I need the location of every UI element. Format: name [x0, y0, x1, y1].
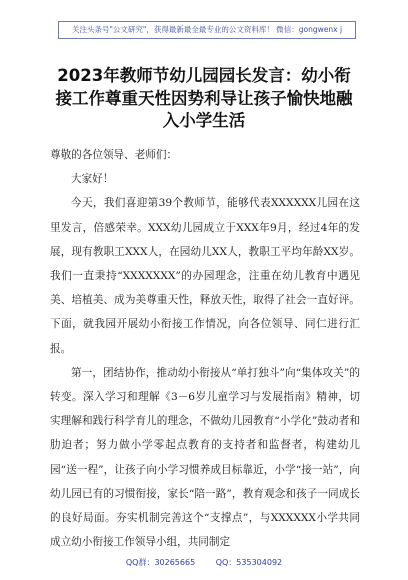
salutation: 尊敬的各位领导、老师们：	[50, 149, 178, 161]
qq-number: QQ：535304092	[215, 558, 283, 567]
document-title	[54, 65, 354, 133]
title-line: 2023年教师节幼儿园园长发言：幼小衔	[57, 66, 351, 85]
greeting: 大家好！	[71, 173, 114, 186]
body-paragraph: 今天，我们喜迎第39个教师节，能够代表XXXXXX儿园在这里发言，倍感荣幸。XXX幼儿园成立于XXX年9月，经过4年的发展，现有教职工XXX人，在园幼儿XX人，教职工平均年龄XX岁。我们一直秉持“XXXXXXX”的办园理念，注重在幼儿教育中遇见美、培植美、成为美尊重天性，释放天性，取得了社会一直好评。下面，就我园开展幼小衔接工作情况，向各位领导、同仁进行汇报。	[50, 197, 360, 355]
page-footer	[0, 557, 408, 568]
body-paragraph: 第一，团结协作，推动幼小衔接从“单打独斗”向“集体攻关”的转变。深入学习和理解《3－6岁儿童学习与发展指南》精神，切实理解和践行科学育儿的理念，不做幼儿园教育“小学化”鼓动者和肋迫者；努力做小学零起点教育的支持者和监督者，构建幼儿园“送一程”，让孩子向小学习惯养成目标靠近，小学“接一站”，向幼儿园已有的习惯衔接，家长“陪一路”，教育观念和孩子一同成长的良好局面。夯实机制完善这个“支撑点”，与XXXXXX小学共同成立幼小衔接工作领导小组，共同制定	[50, 366, 360, 549]
header-banner: 关注头条号"公文研究"，获得最新最全最专业的公文资料库！ 微信：gongwenx j	[58, 21, 356, 39]
title-line: 入小学生活	[162, 111, 246, 130]
document-body	[50, 143, 360, 554]
title-line: 接工作尊重天性因势利导让孩子愉快地融	[55, 88, 353, 108]
qq-group-number: QQ群：30265665	[125, 558, 196, 567]
